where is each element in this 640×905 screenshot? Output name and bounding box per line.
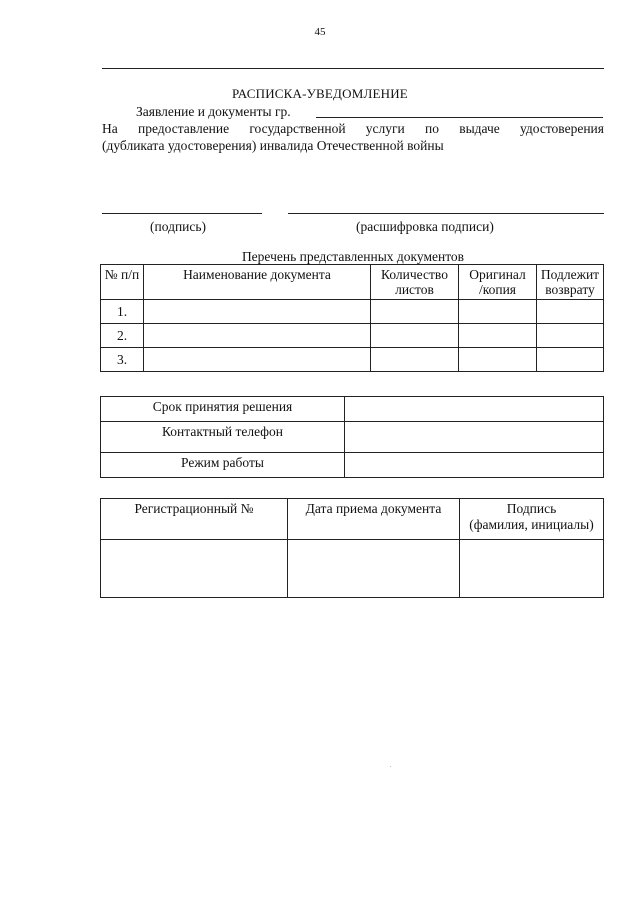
header-registration-number: Регистрационный № bbox=[101, 499, 288, 540]
header-signature-line-1: Подпись bbox=[506, 501, 557, 516]
header-return-line-2: возврату bbox=[545, 282, 595, 297]
registration-table bbox=[100, 498, 604, 598]
sheet-count-cell bbox=[371, 348, 459, 372]
header-original-line-2: /копия bbox=[478, 282, 517, 297]
signature-cell bbox=[460, 540, 604, 598]
intro-line-3: (дубликата удостоверения) инвалида Отечественной войны bbox=[102, 138, 444, 153]
documents-table bbox=[100, 264, 604, 372]
work-mode-label: Режим работы bbox=[101, 453, 345, 478]
table-row bbox=[101, 422, 604, 453]
signature-decoding-blank bbox=[288, 213, 604, 214]
top-divider bbox=[102, 68, 604, 69]
signature-decoding-caption: (расшифровка подписи) bbox=[356, 219, 494, 234]
table-row bbox=[101, 300, 604, 324]
registration-number-cell bbox=[101, 540, 288, 598]
sheet-count-cell bbox=[371, 300, 459, 324]
intro-line-1: Заявление и документы гр. bbox=[136, 104, 291, 119]
documents-table-header bbox=[101, 265, 604, 300]
contact-phone-label: Контактный телефон bbox=[101, 422, 345, 453]
signature-caption: (подпись) bbox=[150, 219, 207, 234]
contact-phone-value bbox=[345, 422, 604, 453]
page-number: 45 bbox=[314, 26, 326, 38]
to-return-cell bbox=[537, 348, 604, 372]
document-name-cell bbox=[144, 324, 371, 348]
applicant-name-blank bbox=[316, 117, 603, 118]
documents-list-title: Перечень представленных документов bbox=[241, 249, 465, 264]
table-row bbox=[101, 453, 604, 478]
info-table bbox=[100, 396, 604, 478]
to-return-cell bbox=[537, 324, 604, 348]
row-number: 3. bbox=[101, 348, 144, 372]
header-signature-line-2: (фамилия, инициалы) bbox=[469, 517, 594, 532]
header-to-return bbox=[537, 265, 604, 300]
original-copy-cell bbox=[459, 300, 537, 324]
table-row bbox=[101, 348, 604, 372]
table-row bbox=[101, 397, 604, 422]
signature-blank bbox=[102, 213, 262, 214]
row-number: 2. bbox=[101, 324, 144, 348]
header-date-received: Дата приема документа bbox=[288, 499, 460, 540]
document-name-cell bbox=[144, 300, 371, 324]
decision-term-value bbox=[345, 397, 604, 422]
document-name-cell bbox=[144, 348, 371, 372]
original-copy-cell bbox=[459, 348, 537, 372]
date-received-cell bbox=[288, 540, 460, 598]
scan-speck bbox=[390, 766, 391, 767]
table-row bbox=[101, 540, 604, 598]
sheet-count-cell bbox=[371, 324, 459, 348]
header-sheet-count bbox=[371, 265, 459, 300]
original-copy-cell bbox=[459, 324, 537, 348]
header-sheet-count-line-1: Количество bbox=[381, 267, 448, 282]
row-number: 1. bbox=[101, 300, 144, 324]
header-original-line-1: Оригинал bbox=[469, 267, 526, 282]
header-sheet-count-line-2: листов bbox=[395, 282, 434, 297]
header-original-copy bbox=[459, 265, 537, 300]
decision-term-label: Срок принятия решения bbox=[101, 397, 345, 422]
header-document-name: Наименование документа bbox=[144, 265, 371, 300]
header-signature bbox=[460, 499, 604, 540]
registration-table-header bbox=[101, 499, 604, 540]
to-return-cell bbox=[537, 300, 604, 324]
table-row bbox=[101, 324, 604, 348]
header-return-line-1: Подлежит bbox=[540, 267, 600, 282]
header-number: № п/п bbox=[101, 265, 144, 300]
document-title: РАСПИСКА-УВЕДОМЛЕНИЕ bbox=[232, 86, 408, 101]
work-mode-value bbox=[345, 453, 604, 478]
intro-line-2: На предоставление государственной услуги по выдаче удостоверения bbox=[102, 121, 604, 136]
